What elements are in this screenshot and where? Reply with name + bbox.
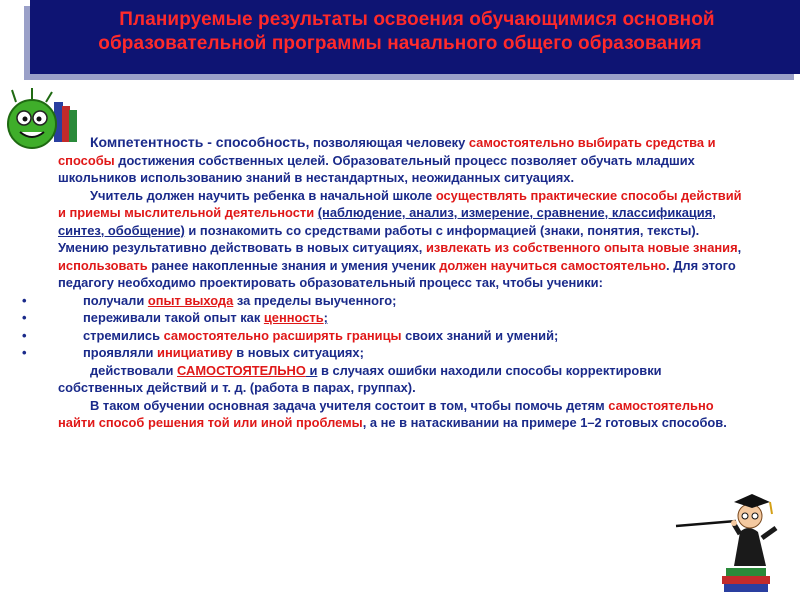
text: получали — [83, 292, 148, 308]
text: достижения собственных целей. Образовательный процесс позволяет обучать младших школьников использованию знаний в нестандартных, неожиданных ситуациях. — [58, 152, 695, 185]
highlight-text: опыт выхода — [147, 292, 234, 308]
bullet-icon: • — [22, 345, 27, 360]
highlight-text: самостоятельно расширять границы — [163, 327, 402, 343]
paragraph-independence — [58, 362, 748, 397]
bullet-icon: • — [22, 292, 27, 308]
text: стремились — [83, 327, 164, 343]
highlight-text: извлекать из собственного опыта новые знания — [425, 240, 738, 255]
highlight-text: САМОСТОЯТЕЛЬНО — [177, 362, 306, 378]
underlined-text: и — [305, 362, 318, 378]
text: и познакомить со средствами работы с информацией (знаки, понятия, тексты). Умению результативно действовать в новых ситуациях, — [58, 222, 700, 255]
text: , а не в натаскивании на примере 1–2 готовых способов. — [362, 415, 727, 430]
text: Учитель должен научить ребенка в начальной школе — [90, 187, 436, 203]
text: проявляли — [83, 345, 158, 360]
text: В таком обучении основная задача учителя состоит в том, чтобы помочь детям — [90, 397, 609, 413]
term-ability: способность, — [215, 134, 310, 150]
text: в случаях ошибки находили способы корректировки собственных действий и т. д. (работа в парах, группах). — [58, 362, 662, 395]
highlight-text: самостоятельно найти способ решения той или иной проблемы — [58, 397, 714, 430]
text: ; — [323, 310, 328, 325]
highlight-text: ценность — [263, 310, 324, 325]
text: за пределы выученного; — [233, 292, 397, 308]
text: , — [737, 240, 742, 255]
text: ранее накопленные знания и умения ученик — [147, 257, 440, 273]
highlight-text: должен научиться самостоятельно — [439, 257, 667, 273]
underlined-text: (наблюдение, анализ, измерение, сравнение, классификация, синтез, обобщение) — [58, 205, 716, 238]
title-line-2: образовательной программы начального общего образования — [98, 33, 702, 54]
highlight-text: осуществлять практические способы действий и приемы мыслительной деятельности — [58, 187, 742, 220]
highlight-text: самостоятельно выбирать средства и способы — [58, 135, 716, 168]
bullet-item — [22, 344, 748, 362]
bullet-item — [22, 327, 748, 345]
paragraph-competence — [58, 134, 748, 187]
content-body — [22, 134, 748, 432]
bullet-icon: • — [22, 327, 27, 343]
term-competence: Компетентность - — [90, 134, 216, 150]
text: позволяющая человеку — [309, 135, 469, 150]
text: . Для этого педагогу необходимо проектировать образовательный процесс так, чтобы ученики: — [58, 257, 736, 290]
highlight-text: инициативу — [157, 345, 233, 360]
text: действовали — [90, 362, 178, 378]
title-line-1: Планируемые результаты освоения обучающимися основной — [119, 9, 715, 30]
bullet-icon: • — [22, 310, 27, 325]
text: в новых ситуациях; — [232, 345, 364, 360]
text: своих знаний и умений; — [401, 327, 559, 343]
text: переживали такой опыт как — [83, 310, 264, 325]
highlight-text: использовать — [58, 257, 148, 273]
slide-title — [0, 8, 800, 56]
paragraph-teacher — [58, 187, 748, 292]
paragraph-main-task — [58, 397, 748, 432]
bullet-item — [22, 309, 748, 327]
bullet-item — [22, 292, 748, 310]
professor-mascot-icon — [672, 488, 800, 600]
